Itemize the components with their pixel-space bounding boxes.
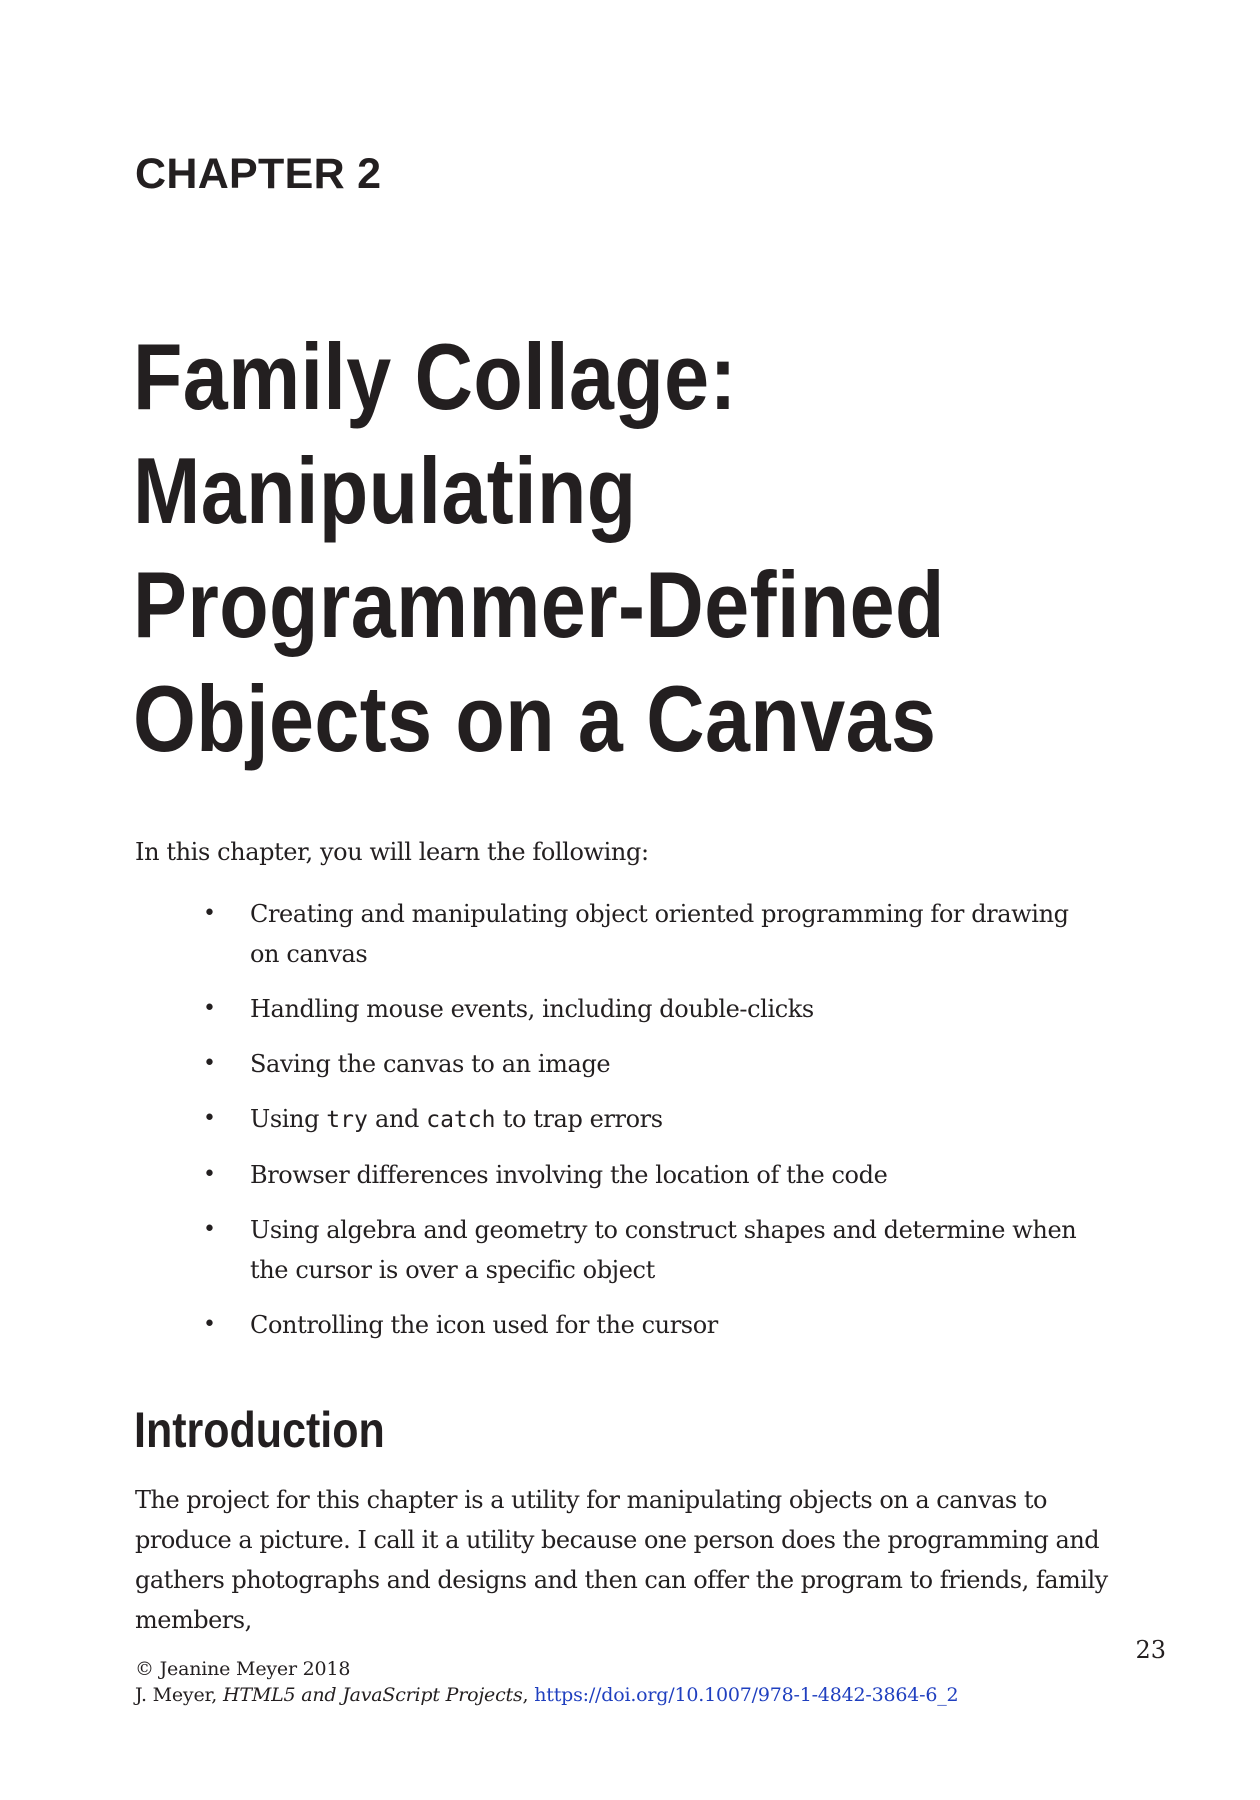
list-item [135, 1044, 1085, 1084]
copyright-footer [135, 1656, 958, 1708]
list-item-text: Saving the canvas to an image [250, 1050, 611, 1078]
citation-separator: , [522, 1684, 535, 1706]
chapter-title-line: Manipulating [133, 438, 637, 543]
bullet-icon: • [203, 996, 216, 1021]
bullet-icon: • [203, 1106, 216, 1131]
list-item-text: Using algebra and geometry to construct shapes and determine when the cursor is over a specific object [250, 1216, 1077, 1284]
bullet-icon: • [203, 1217, 216, 1242]
doi-link[interactable]: https://doi.org/10.1007/978-1-4842-3864-6_2 [534, 1684, 959, 1706]
bullet-icon: • [203, 1162, 216, 1187]
citation-book-title: HTML5 and JavaScript Projects [222, 1684, 523, 1706]
chapter-label: CHAPTER 2 [135, 150, 382, 198]
objectives-list [135, 894, 1085, 1360]
list-item [135, 1155, 1085, 1195]
citation-line [135, 1682, 958, 1708]
objectives-intro: In this chapter, you will learn the following: [135, 838, 649, 866]
chapter-title [133, 320, 1062, 776]
copyright-line: © Jeanine Meyer 2018 [135, 1658, 351, 1680]
bullet-icon: • [203, 1312, 216, 1337]
list-item [135, 1210, 1085, 1290]
list-item [135, 894, 1085, 974]
list-item-text [250, 1105, 663, 1133]
list-item [135, 1099, 1085, 1140]
chapter-title-line: Objects on a Canvas [133, 666, 937, 771]
text-segment: Using [250, 1105, 327, 1133]
body-paragraph: The project for this chapter is a utility for manipulating objects on a canvas to produce a picture. I call it a utility because one person does the programming and gathers photographs and designs and then can offer the program to friends, family members, [135, 1486, 1108, 1634]
text-segment: and [367, 1105, 427, 1133]
bullet-icon: • [203, 901, 216, 926]
citation-author: J. Meyer, [135, 1684, 223, 1706]
bullet-icon: • [203, 1051, 216, 1076]
chapter-title-line: Programmer-Defined [133, 552, 945, 657]
page-number: 23 [1135, 1636, 1166, 1664]
list-item-text: Handling mouse events, including double-clicks [250, 995, 814, 1023]
section-heading: Introduction [134, 1402, 385, 1458]
chapter-title-line: Family Collage: [133, 324, 737, 429]
list-item-text: Browser differences involving the location of the code [250, 1161, 888, 1189]
code-catch: catch [426, 1107, 496, 1133]
list-item [135, 989, 1085, 1029]
list-item-text: Controlling the icon used for the cursor [250, 1311, 718, 1339]
text-segment: to trap errors [495, 1105, 663, 1133]
code-try: try [326, 1107, 368, 1133]
list-item [135, 1305, 1085, 1345]
list-item-text: Creating and manipulating object oriented programming for drawing on canvas [250, 900, 1069, 968]
